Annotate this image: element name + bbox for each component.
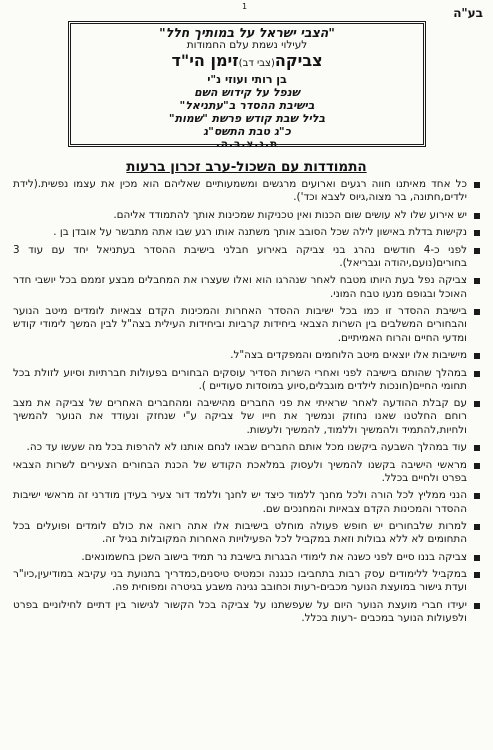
bullet-icon [474,248,480,254]
list-item-text: צביקה נפל בעת היותו מטבח לאחר שנהרגו הוא ואלו שעצרו את המחבלים מבצע זממם בכל יושבי חדר האוכל ובגופם מנעו טבח המוני. [13,274,467,300]
list-item-text: במקביל ללימודים עסק רבות בתחביבו כנגנה וכמטיס טיסנים,כמדריך בתנועת בני עקיבא במודיעין,כיו"ר ועדת גישור במועצת הנוער מכבים-רעות וכחובב נגינה משבע בגיטרה ומפוחית פה. [13,568,467,594]
list-item [13,599,483,625]
bullet-icon [474,401,480,407]
corner-mark: בע"ה [453,6,483,20]
list-item [13,178,483,204]
list-item [13,274,483,300]
list-item-text: מישיבות אלו יוצאים מיטב הלוחמים והמפקדים בצה"ל. [230,349,467,362]
list-item [13,349,483,362]
bullet-icon [474,445,480,451]
list-item [13,459,483,485]
list-item-text: יעידו חברי מועצת הנוער היום על שעפשתנו על צביקה בכל הקשור לגישור בין דתיים לחילוניים בפרט ולפעולות הנוער במכבים -רעות בכלל. [13,598,467,625]
bullet-icon [474,572,480,578]
bullet-icon [474,213,480,219]
list-item [13,568,483,594]
bullet-icon [474,278,480,284]
bullet-icon [474,309,480,315]
list-item [13,209,483,222]
bullet-icon [474,371,480,377]
list-item-text: בישיבת ההסדר זו כמו בכל ישיבות ההסדר האחרות והמכינות הקדם צבאיות לומדים מיטב הנוער והבחורים המשלבים בין השרות הצבאי ביחידות קרביות וביחידות העילית בצה"ל לבין המשך לימודי קודש ומדעי החיים והרוח האמיתיים. [13,305,467,344]
name-first: צביקה [274,51,323,70]
list-item-text: נקישות בדלת באישון לילה שכל הסובב אותך משתנה אותו רגע שבו אתה מתבשר על אובדן בן . [53,226,467,239]
memorial-line-1: שנפל על קידוש השם [194,86,300,99]
memorial-title: "הצבי ישראל על במותיך חלל" [159,25,335,40]
memorial-name [71,52,423,73]
list-item-text: עוד במהלך השבעה ביקשנו מכל אותם החברים שבאו לנחם אותנו לא להרפות בכל מה שעשו עד כה. [26,441,467,454]
list-item-text: מראשי הישיבה בקשנו להמשיך ולעסוק במלאכת הקודש של הכנת הבחורים הצעירים לשרות הצבאי בפרט ולחיים בכלל. [13,458,467,484]
bullet-icon [474,463,480,469]
list-item [13,244,483,270]
memorial-abbrev: ת.נ.צ.ב.ה. [215,138,279,150]
memorial-box [68,21,426,150]
list-item-text: הנני ממליץ לכל הורה ולכל מחנך ללמוד כיצד יש לחנך וללמד דור צעיר בעידן מודרני זה מראשי ישיבות ההסדר והמכינות הקדם צבאיות והמחנכים שם. [13,489,467,515]
list-item [13,520,483,546]
list-item [13,551,483,564]
list-item [13,489,483,515]
list-item-text: למרות שלבחורים יש חופש פעולה מוחלט בישיבות אלו אתה רואה את כולם לומדים ופועלים בכל התחומים לא ללא גבולות וזאת במקביל לכל הפעילויות האחרות המקובלות בגיל זה. [13,520,467,546]
memorial-line-2: בישיבת ההסדר ב"עתניאל" [179,99,315,112]
list-item-text: עם קבלת ההודעה לאחר שראיתי את פני החברים מהישיבה ומהחברים האחרים של צביקה את מצב רוחם החלטנו שאנו נחוזק ונמשיך את חייו של צביקה ע"י שנחזק ונעודד את הנוער להמשיך ולחיות,להתמיד ולהמשיך וללמוד, להמשיך ולעשות. [13,397,467,436]
list-item-text: כל אחד מאיתנו חווה רגעים וארועים מרגשים ומשמעותיים שאליהם הוא מכין את עצמו נפשית.(לידת ילדים,חתונה, בר מצוה,גיוס לצבא וכד'). [13,178,467,204]
memorial-line-4: כ"ג טבת התשס"ג [203,125,291,138]
list-item [13,397,483,437]
bullet-icon [474,353,480,359]
bullet-icon [474,603,480,609]
bullet-list [13,178,483,630]
list-item [13,305,483,345]
section-heading: התמודדות עם השכול-ערב זכרון ברעות [126,159,367,175]
page-number: 1 [242,2,248,11]
name-paren: (צבי דב) [238,58,275,69]
list-item-text: לפני כ-4 חודשים נהרג בני צביקה באירוע חבלני בישיבת ההסדר בעתניאל יחד עם עוד 3 בחורים(נועם,יהודה וגבריאל). [13,243,467,269]
bullet-icon [474,493,480,499]
list-item [13,367,483,393]
bullet-icon [474,230,480,236]
list-item-text: במהלך שהותם בישיבה לפני ואחרי השרות הסדיר עוסקים הבחורים בפעולות חברתיות וסיוע לזולת בכל תחומי החיים(חונכות לילדים מוגבלים,סיוע במוסדות סעודיים ). [13,366,467,392]
list-item-text: יש אירוע שלו לא עושים שום הכנות ואין טכניקות שמכינות אותך להתמודד אליהם. [113,208,467,221]
name-suffix: זימן הי"ד [171,51,239,70]
bullet-icon [474,182,480,188]
bullet-icon [474,555,480,561]
memorial-line-3: בליל שבת קודש פרשת "שמות" [168,112,326,125]
list-item-text: צביקה בננו סיים לפני כשנה את לימודי הבגרות בישיבת נר תמיד בישוב השכן בחשמונאים. [81,550,467,563]
memorial-parents: בן רותי ועוזי נ"י [207,73,287,86]
memorial-subtitle: לעילוי נשמת עלם החמודות [186,39,308,51]
list-item [13,441,483,454]
list-item [13,226,483,239]
bullet-icon [474,524,480,530]
